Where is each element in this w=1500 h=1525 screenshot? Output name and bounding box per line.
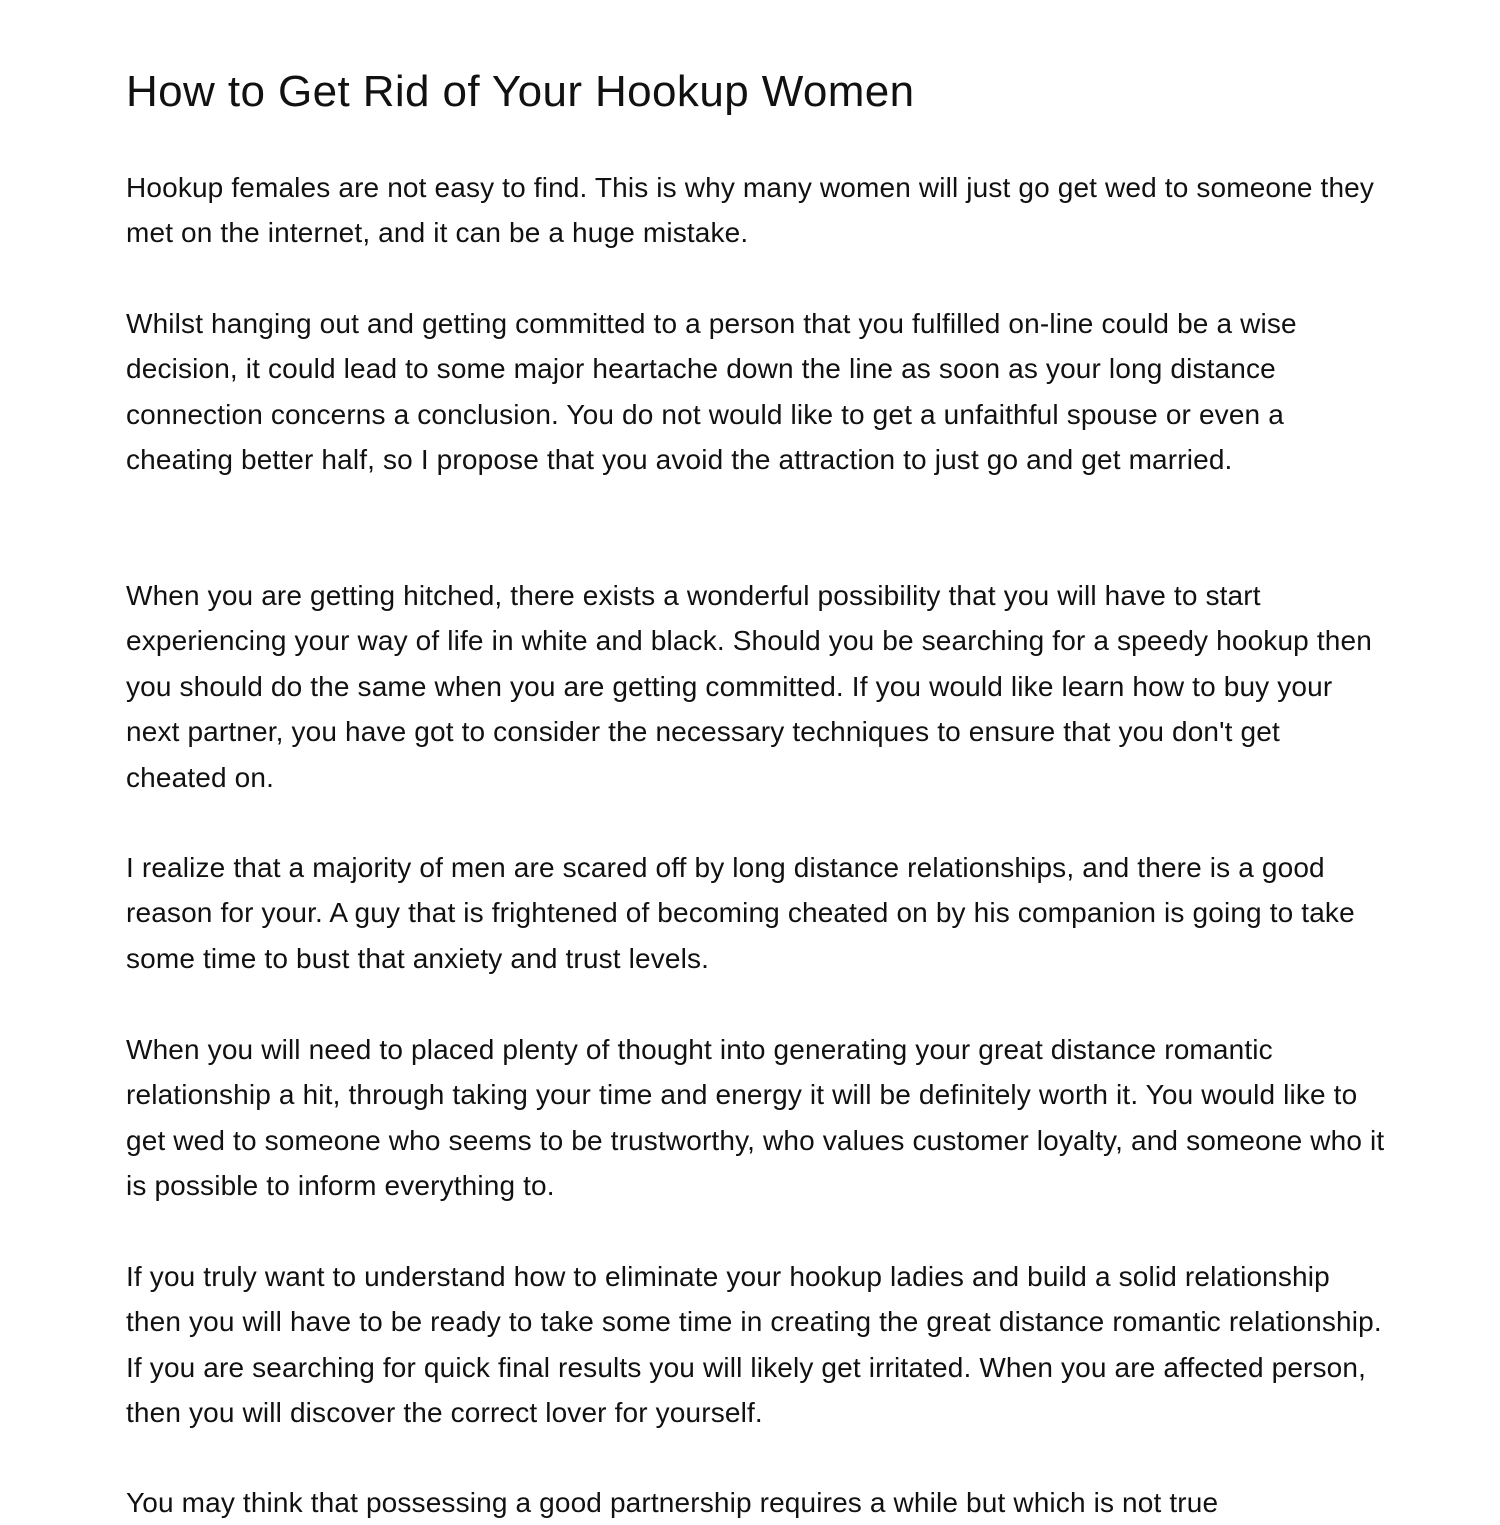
paragraph-7-partial: You may think that possessing a good partnership requires a while but which is not true [126,1487,1219,1518]
paragraph-1: Hookup females are not easy to find. This is why many women will just go get wed to someone they met on the internet, and it can be a huge mistake. [126,172,1375,249]
paragraph-6: If you truly want to understand how to eliminate your hookup ladies and build a solid relationship then you will have to be ready to take some time in creating the great distance romantic relationship. If you are searching for quick final results you will likely get irritated. When you are affected person, then you will discover the correct lover for yourself. [126,1261,1382,1429]
paragraph-3: When you are getting hitched, there exists a wonderful possibility that you will have to start experiencing your way of life in white and black. Should you be searching for a speedy hookup then you should do the same when you are getting committed. If you would like learn how to buy your next partner, you have got to consider the necessary techniques to ensure that you don't get cheated on. [126,580,1372,793]
paragraph-5: When you will need to placed plenty of thought into generating your great distance romantic relationship a hit, through taking your time and energy it will be definitely worth it. You would like to get wed to someone who seems to be trustworthy, who values customer loyalty, and someone who it is possible to inform everything to. [126,1034,1385,1202]
paragraph-4: I realize that a majority of men are scared off by long distance relationships, and there is a good reason for your. A guy that is frightened of becoming cheated on by his companion is going to take some time to bust that anxiety and trust levels. [126,852,1355,974]
document-title: How to Get Rid of Your Hookup Women [126,67,915,116]
paragraph-2: Whilst hanging out and getting committed to a person that you fulfilled on-line could be a wise decision, it could lead to some major heartache down the line as soon as your long distance connection concerns a conclusion. You do not would like to get a unfaithful spouse or even a cheating better half, so I propose that you avoid the attraction to just go and get married. [126,308,1297,476]
